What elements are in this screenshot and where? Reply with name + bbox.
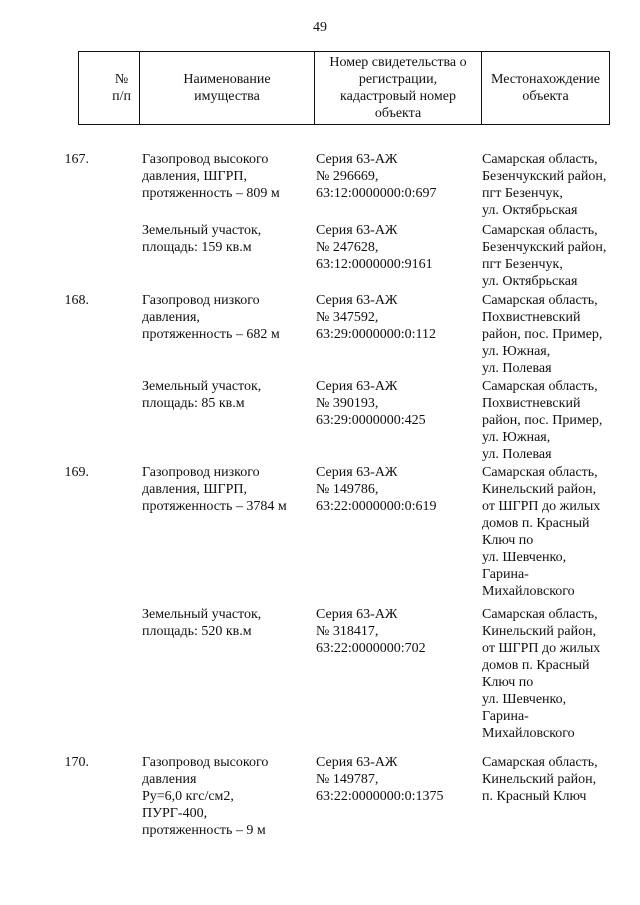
property-name: Земельный участок, площадь: 159 кв.м	[142, 223, 262, 255]
registration-number: Серия 63-АЖ № 390193, 63:29:0000000:425	[316, 379, 426, 428]
table-row	[0, 606, 640, 754]
table-row	[0, 151, 640, 222]
property-location: Самарская область, Безенчукский район, пгт Безенчук, ул. Октябрьская	[482, 152, 607, 218]
registration-number: Серия 63-АЖ № 247628, 63:12:0000000:9161	[316, 223, 433, 272]
table-header	[78, 51, 610, 125]
header-number-column: № п/п	[112, 72, 131, 104]
table-row	[0, 464, 640, 606]
table-row	[0, 378, 640, 464]
row-number: 168.	[64, 293, 89, 308]
property-location: Самарская область, Кинельский район, от ШГРП до жилых домов п. Красный Ключ по ул. Шевченко, Гарина- Михайловского	[482, 465, 601, 599]
property-location: Самарская область, Кинельский район, от ШГРП до жилых домов п. Красный Ключ по ул. Шевченко, Гарина- Михайловского	[482, 607, 601, 741]
registration-number: Серия 63-АЖ № 318417, 63:22:0000000:702	[316, 607, 426, 656]
property-location: Самарская область, Кинельский район, п. Красный Ключ	[482, 755, 598, 804]
row-number	[0, 378, 97, 464]
row-number: 169.	[64, 465, 89, 480]
header-registration-column: Номер свидетельства о регистрации, кадастровый номер объекта	[314, 52, 481, 124]
registration-number: Серия 63-АЖ № 149786, 63:22:0000000:0:619	[316, 465, 437, 514]
property-name: Газопровод высокого давления, ШГРП, протяженность – 809 м	[142, 152, 280, 201]
table-body	[0, 151, 640, 844]
registration-number: Серия 63-АЖ № 296669, 63:12:0000000:0:697	[316, 152, 437, 201]
property-name: Газопровод низкого давления, ШГРП, протяженность – 3784 м	[142, 465, 287, 514]
registration-number: Серия 63-АЖ № 347592, 63:29:0000000:0:112	[316, 293, 437, 342]
table-row	[0, 292, 640, 378]
table-row	[0, 754, 640, 844]
row-number	[0, 606, 97, 754]
property-name: Газопровод низкого давления, протяженность – 682 м	[142, 293, 280, 342]
row-number: 170.	[64, 755, 89, 770]
property-name: Земельный участок, площадь: 85 кв.м	[142, 379, 262, 411]
header-location-column: Местонахождение объекта	[481, 52, 609, 124]
property-location: Самарская область, Безенчукский район, пгт Безенчук, ул. Октябрьская	[482, 223, 607, 289]
row-number	[0, 222, 97, 292]
row-number: 167.	[64, 152, 89, 167]
page-number: 49	[313, 20, 327, 35]
property-name: Земельный участок, площадь: 520 кв.м	[142, 607, 262, 639]
table-row	[0, 222, 640, 292]
header-name-column: Наименование имущества	[139, 52, 314, 124]
property-location: Самарская область, Похвистневский район, пос. Пример, ул. Южная, ул. Полевая	[482, 293, 603, 376]
property-name: Газопровод высокого давления Ру=6,0 кгс/см2, ПУРГ-400, протяженность – 9 м	[142, 755, 269, 838]
registration-number: Серия 63-АЖ № 149787, 63:22:0000000:0:1375	[316, 755, 444, 804]
property-location: Самарская область, Похвистневский район, пос. Пример, ул. Южная, ул. Полевая	[482, 379, 603, 462]
